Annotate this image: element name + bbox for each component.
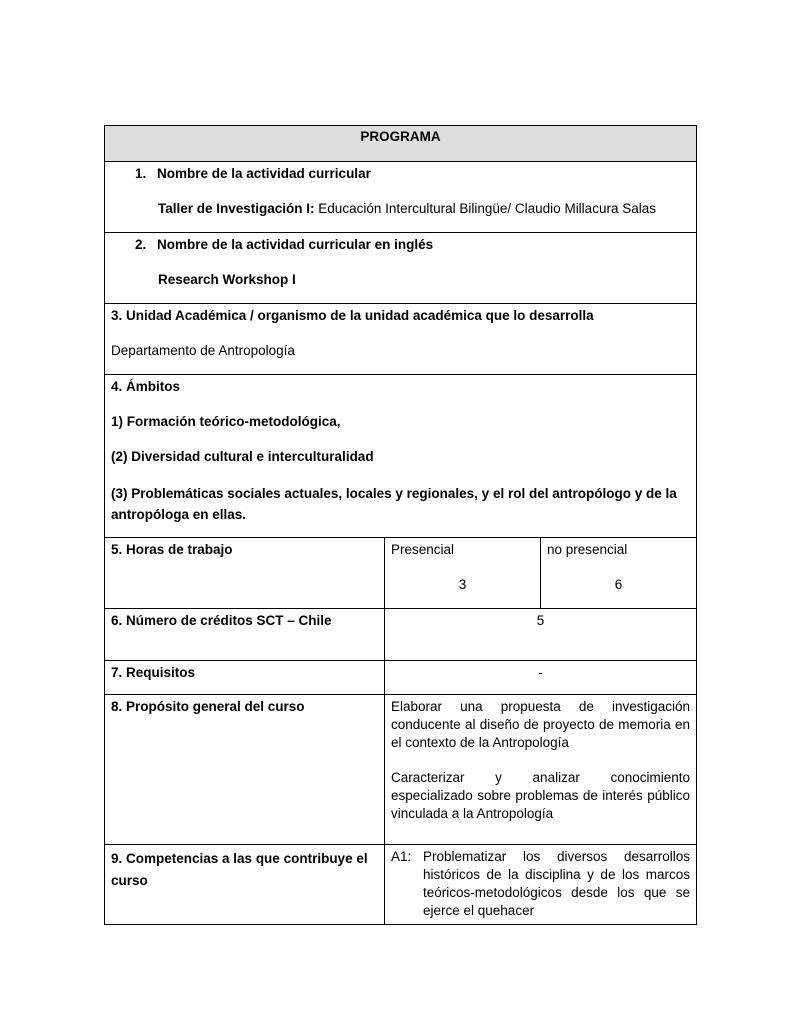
row-work-hours <box>105 538 697 609</box>
item4-line-3: (3) Problemáticas sociales actuales, locales y regionales, y el rol del antropólogo y de la antropóloga en ellas. <box>111 486 677 522</box>
purpose-paragraph-2: Caracterizar y analizar conocimiento especializado sobre problemas de interés público vinculada a la Antropología <box>391 770 691 821</box>
row-competencies <box>105 845 697 925</box>
item2-heading: Nombre de la actividad curricular en inglés <box>157 237 434 252</box>
credits-value: 5 <box>385 609 697 661</box>
item1-value: Educación Intercultural Bilingüe/ Claudio Millacura Salas <box>314 201 656 216</box>
item1-label: Taller de Investigación I: <box>158 201 315 216</box>
presencial-cell <box>385 538 541 609</box>
competency-a1 <box>391 848 690 920</box>
item7-heading: 7. Requisitos <box>111 665 196 680</box>
requirements-value: - <box>385 661 697 695</box>
item1-heading: Nombre de la actividad curricular <box>157 166 371 181</box>
row-purpose <box>105 695 697 845</box>
competency-code: A1: <box>391 849 412 864</box>
no-presencial-label: no presencial <box>547 542 628 557</box>
header-row <box>105 126 697 162</box>
row-academic-unit <box>105 304 697 375</box>
item4-heading: 4. Ámbitos <box>111 379 181 394</box>
item8-heading: 8. Propósito general del curso <box>111 699 305 714</box>
program-title: PROGRAMA <box>105 126 697 162</box>
item2-number: 2. <box>135 237 147 252</box>
row-activity-name-english <box>105 233 697 304</box>
item1-number: 1. <box>135 166 147 181</box>
item9-heading: 9. Competencias a las que contribuye el curso <box>111 851 368 888</box>
row-requirements <box>105 661 697 695</box>
item3-heading: 3. Unidad Académica / organismo de la unidad académica que lo desarrolla <box>111 308 594 323</box>
item4-line-2: (2) Diversidad cultural e interculturalidad <box>111 449 374 464</box>
no-presencial-cell <box>541 538 697 609</box>
presencial-label: Presencial <box>391 542 455 557</box>
competency-text: Problematizar los diversos desarrollos históricos de la disciplina y de los marcos teóricos-metodológicos desde los que se ejerce el quehacer <box>423 849 691 918</box>
no-presencial-value: 6 <box>614 577 623 592</box>
item1-content <box>158 200 690 218</box>
item6-heading: 6. Número de créditos SCT – Chile <box>111 613 332 628</box>
item3-value: Departamento de Antropología <box>111 343 295 358</box>
program-table <box>104 125 697 925</box>
item2-value: Research Workshop I <box>158 272 296 287</box>
item5-heading: 5. Horas de trabajo <box>111 542 233 557</box>
purpose-paragraph-1: Elaborar una propuesta de investigación conducente al diseño de proyecto de memoria en el contexto de la Antropología <box>391 699 691 750</box>
item4-line-1: 1) Formación teórico-metodológica, <box>111 414 341 429</box>
row-activity-name <box>105 162 697 233</box>
row-scopes <box>105 375 697 538</box>
row-credits <box>105 609 697 661</box>
presencial-value: 3 <box>458 577 467 592</box>
